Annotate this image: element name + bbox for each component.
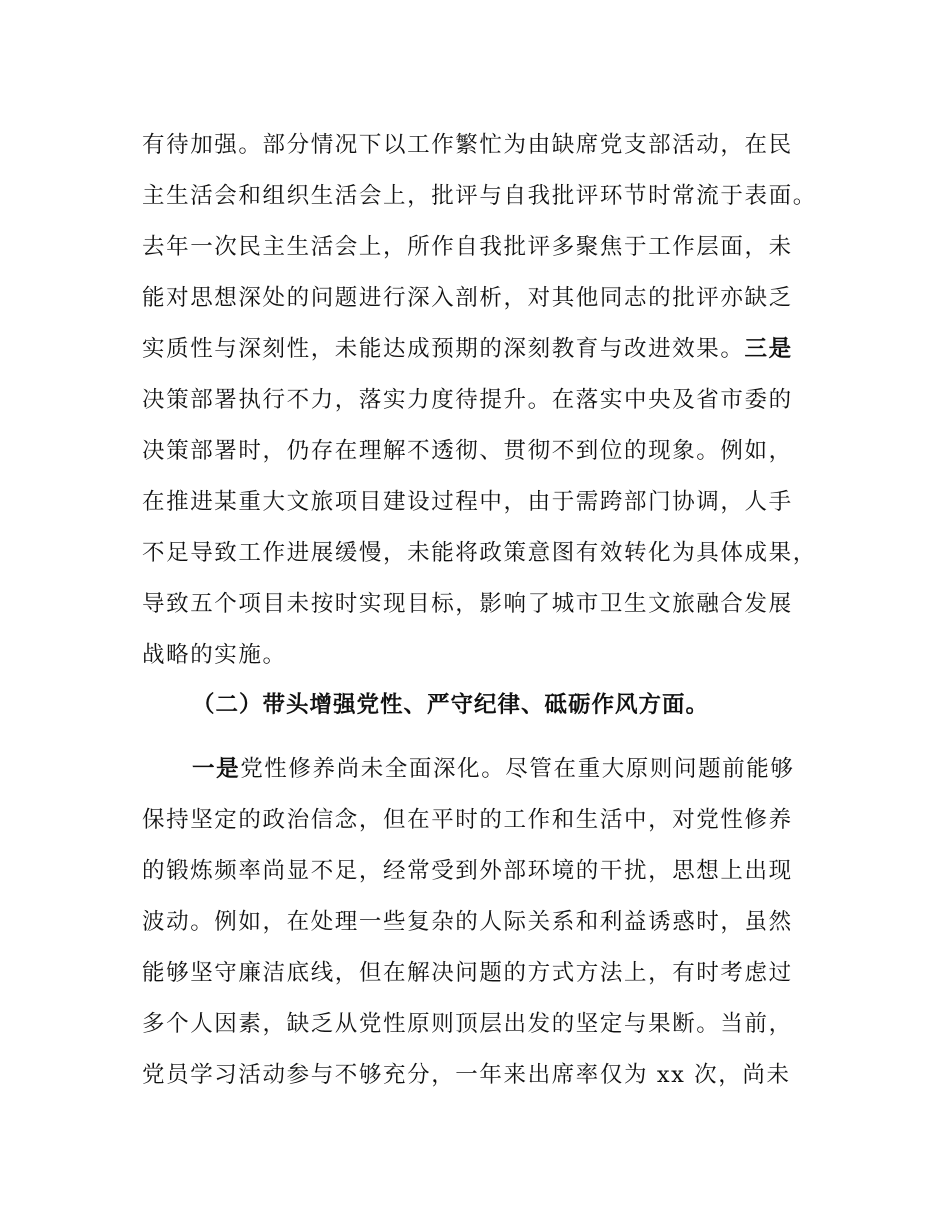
- text-line: 主生活会和组织生活会上，批评与自我批评环节时常流于表面。: [142, 183, 817, 209]
- text-line: 战略的实施。: [142, 642, 287, 668]
- text-line: [192, 749, 795, 789]
- text-line: 党员学习活动参与不够充分，一年来出席率仅为 xx 次，尚未: [142, 1062, 791, 1088]
- text-run: 实质性与深刻性，未能达成预期的深刻教育与改进效果。: [142, 336, 745, 362]
- text-line: 能对思想深处的问题进行深入剖析，对其他同志的批评亦缺乏: [142, 285, 793, 311]
- text-line: 导致五个项目未按时实现目标，影响了城市卫生文旅融合发展: [142, 591, 793, 617]
- text-line: 决策部署执行不力，落实力度待提升。在落实中央及省市委的: [142, 387, 793, 413]
- text-line: 有待加强。部分情况下以工作繁忙为由缺席党支部活动，在民: [142, 132, 793, 158]
- emphasis-label: 一是: [192, 756, 241, 782]
- text-line: 的锻炼频率尚显不足，经常受到外部环境的干扰，思想上出现: [142, 858, 793, 884]
- text-line: 不足导致工作进展缓慢，未能将政策意图有效转化为具体成果，: [142, 540, 817, 566]
- text-line: 波动。例如，在处理一些复杂的人际关系和利益诱惑时，虽然: [142, 909, 793, 935]
- text-line: 能够坚守廉洁底线，但在解决问题的方式方法上，有时考虑过: [142, 960, 793, 986]
- text-line: 保持坚定的政治信念，但在平时的工作和生活中，对党性修养: [142, 807, 793, 833]
- text-line: 去年一次民主生活会上，所作自我批评多聚焦于工作层面，未: [142, 234, 793, 260]
- text-line: [142, 329, 793, 369]
- section-heading: （二）带头增强党性、严守纪律、砥砺作风方面。: [192, 692, 710, 718]
- emphasis-label: 三是: [744, 336, 793, 362]
- text-line: 决策部署时，仍存在理解不透彻、贯彻不到位的现象。例如，: [142, 438, 793, 464]
- text-line: 在推进某重大文旅项目建设过程中，由于需跨部门协调，人手: [142, 489, 793, 515]
- text-run: 党性修养尚未全面深化。尽管在重大原则问题前能够: [240, 756, 795, 782]
- text-line: 多个人因素，缺乏从党性原则顶层出发的坚定与果断。当前，: [142, 1011, 793, 1037]
